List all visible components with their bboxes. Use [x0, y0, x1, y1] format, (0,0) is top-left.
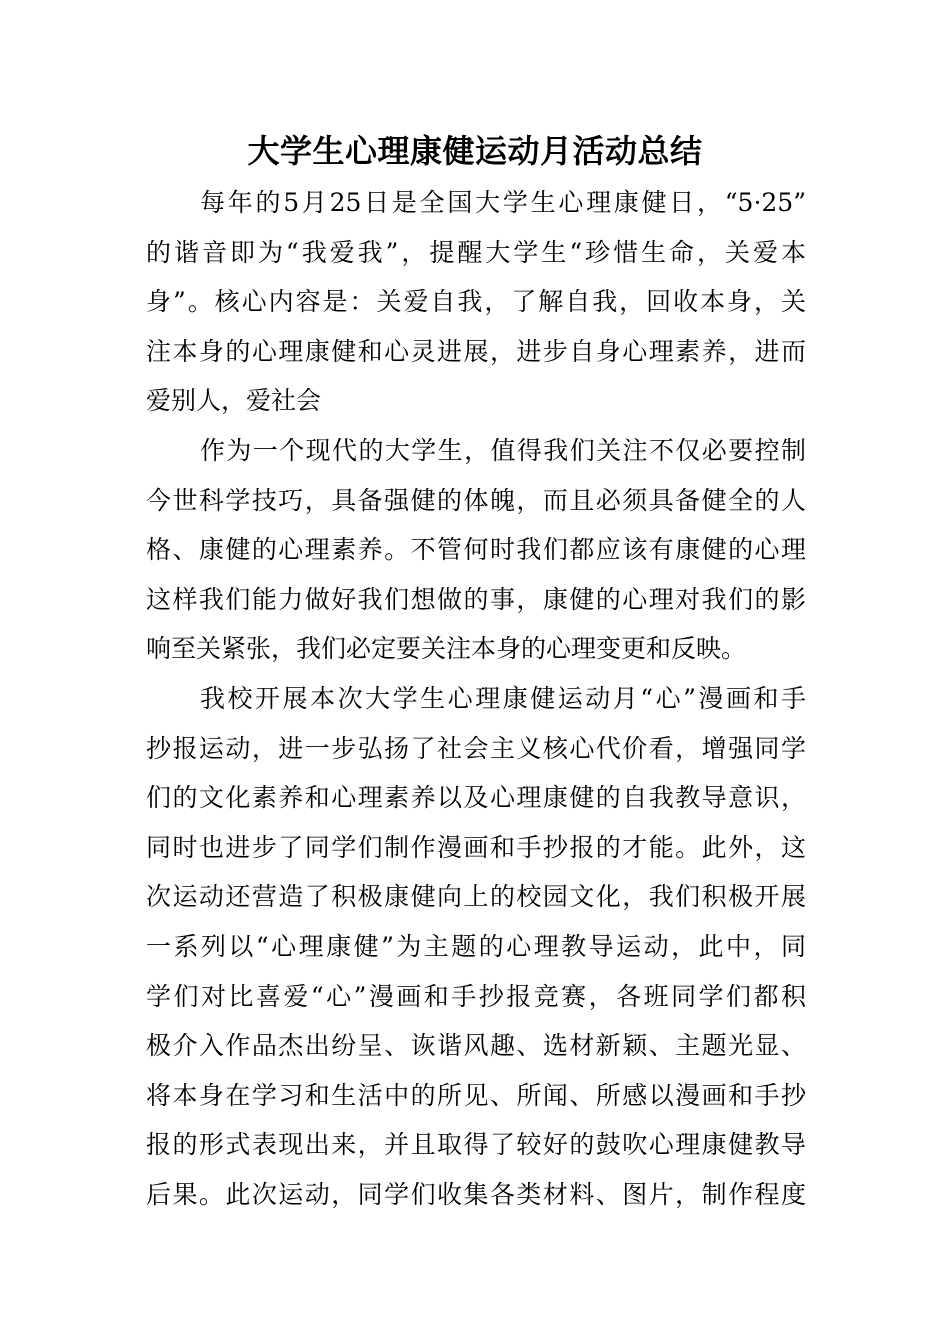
paragraph-line: 每年的5月25日是全国大学生心理康健日，“5·25”: [200, 188, 806, 217]
paragraph-line: 后果。此次运动，同学们收集各类材料、图片，制作程度: [146, 1179, 806, 1209]
paragraph-line: 响至关紧张，我们必定要关注本身的心理变更和反映。: [146, 634, 747, 664]
paragraph-3: [146, 674, 806, 1220]
paragraph-line: 这样我们能力做好我们想做的事，康健的心理对我们的影: [146, 584, 806, 614]
paragraph-line: 身”。核心内容是：关爱自我，了解自我，回收本身，关: [146, 287, 806, 317]
paragraph-line: 一系列以“心理康健”为主题的心理教导运动，此中，同: [146, 931, 806, 961]
paragraph-line: 抄报运动，进一步弘扬了社会主义核心代价看，增强同学: [146, 733, 806, 763]
paragraph-line: 我校开展本次大学生心理康健运动月“心”漫画和手: [200, 684, 806, 713]
paragraph-line: 报的形式表现出来，并且取得了较好的鼓吹心理康健教导: [146, 1130, 806, 1160]
paragraph-line: 爱别人，爱社会: [146, 386, 322, 416]
paragraph-line: 的谐音即为“我爱我”，提醒大学生“珍惜生命，关爱本: [146, 237, 806, 267]
paragraph-line: 们的文化素养和心理素养以及心理康健的自我教导意识，: [146, 783, 806, 813]
paragraph-line: 注本身的心理康健和心灵进展，进步自身心理素养，进而: [146, 336, 806, 366]
paragraph-line: 格、康健的心理素养。不管何时我们都应该有康健的心理: [146, 535, 806, 565]
paragraph-1: [146, 178, 806, 426]
paragraph-line: 将本身在学习和生活中的所见、所闻、所感以漫画和手抄: [146, 1080, 806, 1110]
paragraph-2: [146, 426, 806, 674]
paragraph-line: 同时也进步了同学们制作漫画和手抄报的才能。此外，这: [146, 832, 806, 862]
paragraph-line: 极介入作品杰出纷呈、诙谐风趣、选材新颖、主题光显、: [146, 1031, 806, 1061]
paragraph-line: 学们对比喜爱“心”漫画和手抄报竞赛，各班同学们都积: [146, 981, 806, 1011]
paragraph-line: 今世科学技巧，具备强健的体魄，而且必须具备健全的人: [146, 485, 806, 515]
paragraph-line: 作为一个现代的大学生，值得我们关注不仅必要控制: [200, 436, 806, 465]
paragraph-line: 次运动还营造了积极康健向上的校园文化，我们积极开展: [146, 882, 806, 912]
document-title: 大学生心理康健运动月活动总结: [247, 132, 703, 170]
